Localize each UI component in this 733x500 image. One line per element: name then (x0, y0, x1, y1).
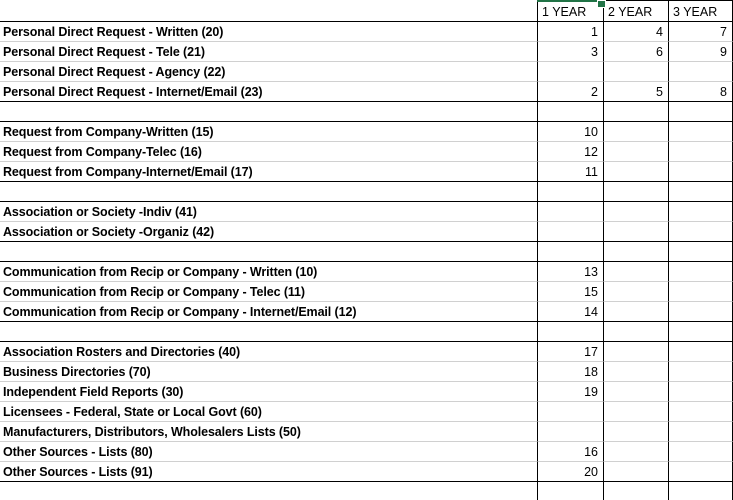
value-cell[interactable] (668, 262, 733, 282)
value-cell[interactable] (668, 162, 733, 182)
row-label-cell[interactable]: Independent Field Reports (30) (0, 382, 537, 402)
empty-value-cell[interactable] (668, 482, 733, 500)
selection-border (537, 0, 603, 2)
value-cell[interactable]: 2 (537, 82, 603, 102)
value-cell[interactable] (668, 362, 733, 382)
row-label-cell[interactable]: Other Sources - Lists (91) (0, 462, 537, 482)
empty-value-cell[interactable] (537, 102, 603, 122)
row-label-cell[interactable]: Association Rosters and Directories (40) (0, 342, 537, 362)
row-label-cell[interactable]: Personal Direct Request - Agency (22) (0, 62, 537, 82)
value-cell[interactable]: 19 (537, 382, 603, 402)
empty-value-cell[interactable] (668, 182, 733, 202)
value-cell[interactable] (537, 62, 603, 82)
value-cell[interactable]: 12 (537, 142, 603, 162)
table-row (0, 222, 733, 242)
value-cell[interactable]: 17 (537, 342, 603, 362)
value-cell[interactable]: 4 (603, 22, 668, 42)
value-cell[interactable] (603, 122, 668, 142)
empty-value-cell[interactable] (537, 322, 603, 342)
value-cell[interactable] (603, 402, 668, 422)
table-row (0, 362, 733, 382)
spacer-row (0, 242, 733, 262)
row-label-cell[interactable]: Personal Direct Request - Written (20) (0, 22, 537, 42)
spacer-row (0, 322, 733, 342)
table-row (0, 22, 733, 42)
value-cell[interactable]: 13 (537, 262, 603, 282)
spacer-row (0, 182, 733, 202)
empty-value-cell[interactable] (537, 182, 603, 202)
row-label-cell[interactable]: Request from Company-Internet/Email (17) (0, 162, 537, 182)
value-cell[interactable] (603, 422, 668, 442)
table-row (0, 302, 733, 322)
column-header-3[interactable]: 3 YEAR (668, 0, 733, 22)
value-cell[interactable] (537, 202, 603, 222)
table-row (0, 442, 733, 462)
trailing-row (0, 482, 733, 500)
value-cell[interactable] (537, 402, 603, 422)
value-cell[interactable]: 7 (668, 22, 733, 42)
fill-handle[interactable] (597, 0, 606, 8)
value-cell[interactable]: 10 (537, 122, 603, 142)
value-cell[interactable]: 20 (537, 462, 603, 482)
value-cell[interactable]: 1 (537, 22, 603, 42)
row-label-cell[interactable]: Communication from Recip or Company - Written (10) (0, 262, 537, 282)
table-row (0, 62, 733, 82)
value-cell[interactable] (668, 462, 733, 482)
value-cell[interactable]: 5 (603, 82, 668, 102)
header-row (0, 0, 733, 22)
value-cell[interactable] (603, 202, 668, 222)
value-cell[interactable] (668, 302, 733, 322)
value-cell[interactable] (668, 282, 733, 302)
value-cell[interactable] (603, 62, 668, 82)
empty-value-cell[interactable] (668, 102, 733, 122)
table-row (0, 122, 733, 142)
value-cell[interactable] (668, 422, 733, 442)
row-label-cell[interactable]: Communication from Recip or Company - Internet/Email (12) (0, 302, 537, 322)
row-label-cell[interactable]: Other Sources - Lists (80) (0, 442, 537, 462)
row-label-cell[interactable]: Manufacturers, Distributors, Wholesalers Lists (50) (0, 422, 537, 442)
empty-label-cell[interactable] (0, 102, 537, 122)
value-cell[interactable]: 6 (603, 42, 668, 62)
empty-value-cell[interactable] (537, 242, 603, 262)
empty-value-cell[interactable] (603, 322, 668, 342)
value-cell[interactable] (603, 222, 668, 242)
table-row (0, 162, 733, 182)
value-cell[interactable] (537, 222, 603, 242)
row-label-cell[interactable]: Request from Company-Telec (16) (0, 142, 537, 162)
table-row (0, 402, 733, 422)
table-row (0, 462, 733, 482)
value-cell[interactable] (668, 202, 733, 222)
empty-label-cell[interactable] (0, 242, 537, 262)
row-label-cell[interactable]: Personal Direct Request - Internet/Email (23) (0, 82, 537, 102)
table-row (0, 282, 733, 302)
empty-value-cell[interactable] (603, 182, 668, 202)
value-cell[interactable] (603, 462, 668, 482)
value-cell[interactable] (603, 362, 668, 382)
empty-value-cell[interactable] (668, 242, 733, 262)
value-cell[interactable] (668, 402, 733, 422)
empty-value-cell[interactable] (668, 322, 733, 342)
value-cell[interactable] (603, 302, 668, 322)
table-row (0, 82, 733, 102)
table-row (0, 262, 733, 282)
empty-value-cell[interactable] (537, 482, 603, 500)
value-cell[interactable]: 14 (537, 302, 603, 322)
value-cell[interactable] (603, 262, 668, 282)
row-label-cell[interactable]: Licensees - Federal, State or Local Govt (60) (0, 402, 537, 422)
value-cell[interactable] (603, 162, 668, 182)
value-cell[interactable]: 15 (537, 282, 603, 302)
value-cell[interactable] (668, 122, 733, 142)
value-cell[interactable] (603, 442, 668, 462)
value-cell[interactable] (603, 282, 668, 302)
row-label-cell[interactable]: Communication from Recip or Company - Telec (11) (0, 282, 537, 302)
value-cell[interactable] (668, 382, 733, 402)
value-cell[interactable] (603, 342, 668, 362)
row-label-cell[interactable]: Association or Society -Organiz (42) (0, 222, 537, 242)
table-row (0, 202, 733, 222)
corner-cell[interactable] (0, 0, 537, 22)
empty-value-cell[interactable] (603, 242, 668, 262)
table-row (0, 342, 733, 362)
value-cell[interactable] (668, 442, 733, 462)
value-cell[interactable] (537, 422, 603, 442)
empty-label-cell[interactable] (0, 182, 537, 202)
value-cell[interactable] (668, 62, 733, 82)
value-cell[interactable] (668, 342, 733, 362)
value-cell[interactable] (603, 142, 668, 162)
value-cell[interactable]: 18 (537, 362, 603, 382)
table-row (0, 42, 733, 62)
value-cell[interactable]: 8 (668, 82, 733, 102)
value-cell[interactable]: 11 (537, 162, 603, 182)
value-cell[interactable]: 9 (668, 42, 733, 62)
empty-value-cell[interactable] (603, 482, 668, 500)
column-header-1[interactable]: 1 YEAR (537, 0, 603, 22)
table-row (0, 422, 733, 442)
row-label-cell[interactable]: Business Directories (70) (0, 362, 537, 382)
empty-label-cell[interactable] (0, 482, 537, 500)
value-cell[interactable]: 16 (537, 442, 603, 462)
spacer-row (0, 102, 733, 122)
value-cell[interactable]: 3 (537, 42, 603, 62)
empty-label-cell[interactable] (0, 322, 537, 342)
empty-value-cell[interactable] (603, 102, 668, 122)
value-cell[interactable] (603, 382, 668, 402)
column-header-2[interactable]: 2 YEAR (603, 0, 668, 22)
value-cell[interactable] (668, 142, 733, 162)
table-row (0, 382, 733, 402)
row-label-cell[interactable]: Request from Company-Written (15) (0, 122, 537, 142)
table-row (0, 142, 733, 162)
value-cell[interactable] (668, 222, 733, 242)
row-label-cell[interactable]: Personal Direct Request - Tele (21) (0, 42, 537, 62)
row-label-cell[interactable]: Association or Society -Indiv (41) (0, 202, 537, 222)
